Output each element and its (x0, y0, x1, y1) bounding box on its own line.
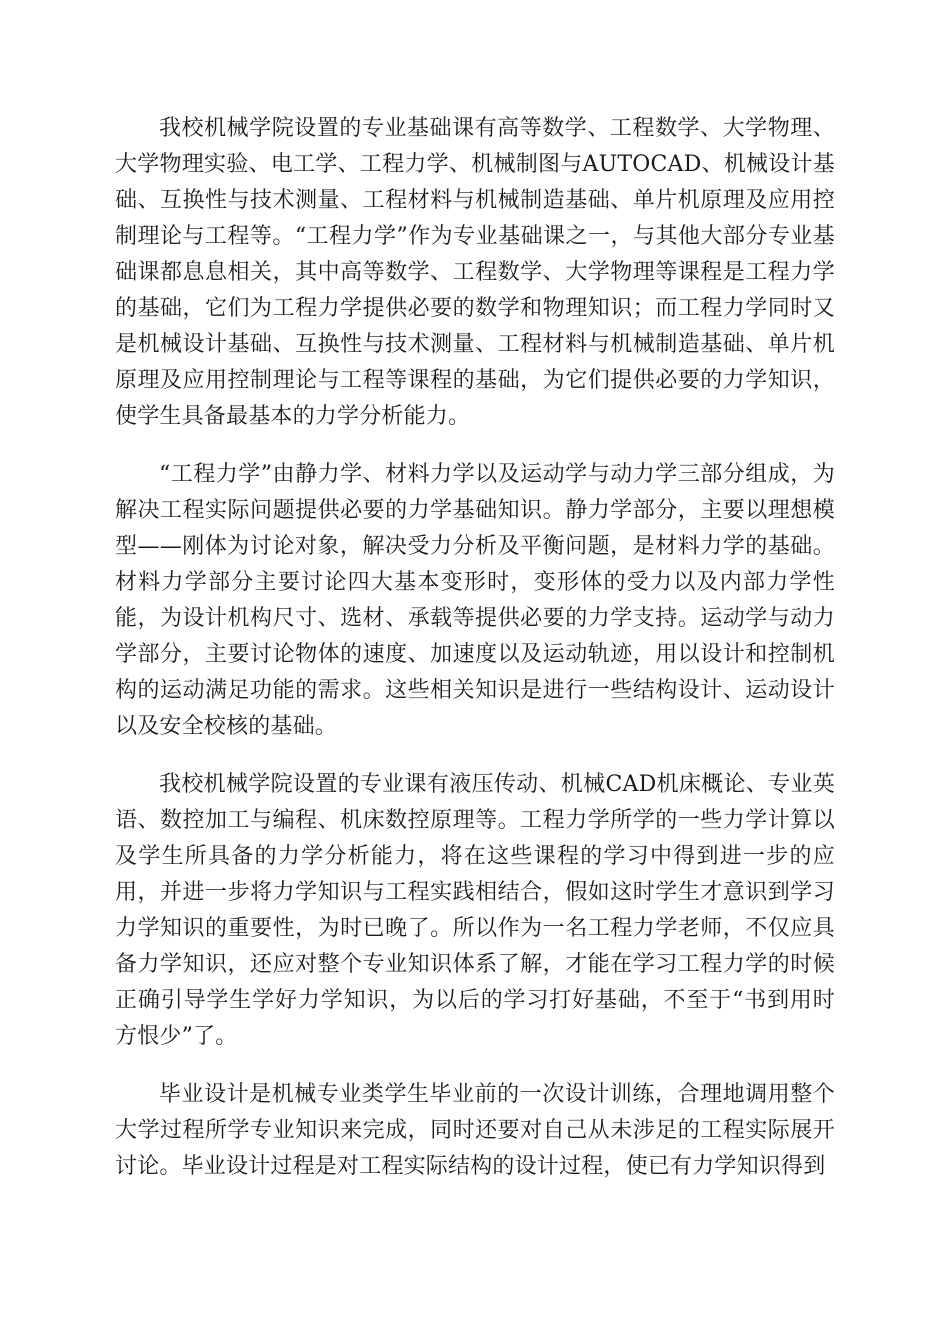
paragraph-professional-courses: 我校机械学院设置的专业课有液压传动、机械CAD机床概论、专业英语、数控加工与编程、机床数控原理等。工程力学所学的一些力学计算以及学生所具备的力学分析能力，将在这些课程的学习中得到进一步的应用，并进一步将力学知识与工程实践相结合，假如这时学生才意识到学习力学知识的重要性，为时已晚了。所以作为一名工程力学老师，不仅应具备力学知识，还应对整个专业知识体系了解，才能在学习工程力学的时候正确引导学生学好力学知识，为以后的学习打好基础，不至于“书到用时方恨少”了。 (115, 772, 835, 1049)
paragraph-engineering-mechanics-composition: “工程力学”由静力学、材料力学以及运动学与动力学三部分组成，为解决工程实际问题提供必要的力学基础知识。静力学部分，主要以理想模型——刚体为讨论对象，解决受力分析及平衡问题，是材料力学的基础。材料力学部分主要讨论四大基本变形时，变形体的受力以及内部力学性能，为设计机构尺寸、选材、承载等提供必要的力学支持。运动学与动力学部分，主要讨论物体的速度、加速度以及运动轨迹，用以设计和控制机构的运动满足功能的需求。这些相关知识是进行一些结构设计、运动设计以及安全校核的基础。 (115, 462, 835, 739)
paragraph-professional-foundation-courses: 我校机械学院设置的专业基础课有高等数学、工程数学、大学物理、大学物理实验、电工学、工程力学、机械制图与AUTOCAD、机械设计基础、互换性与技术测量、工程材料与机械制造基础、单片机原理及应用控制理论与工程等。“工程力学”作为专业基础课之一，与其他大部分专业基础课都息息相关，其中高等数学、工程数学、大学物理等课程是工程力学的基础，它们为工程力学提供必要的数学和物理知识；而工程力学同时又是机械设计基础、互换性与技术测量、工程材料与机械制造基础、单片机原理及应用控制理论与工程等课程的基础，为它们提供必要的力学知识，使学生具备最基本的力学分析能力。 (115, 116, 835, 429)
paragraph-graduation-design: 毕业设计是机械专业类学生毕业前的一次设计训练，合理地调用整个大学过程所学专业知识来完成，同时还要对自己从未涉足的工程实际展开讨论。毕业设计过程是对工程实际结构的设计过程，使已有力学知识得到 (115, 1082, 835, 1179)
document-body (115, 111, 835, 1207)
